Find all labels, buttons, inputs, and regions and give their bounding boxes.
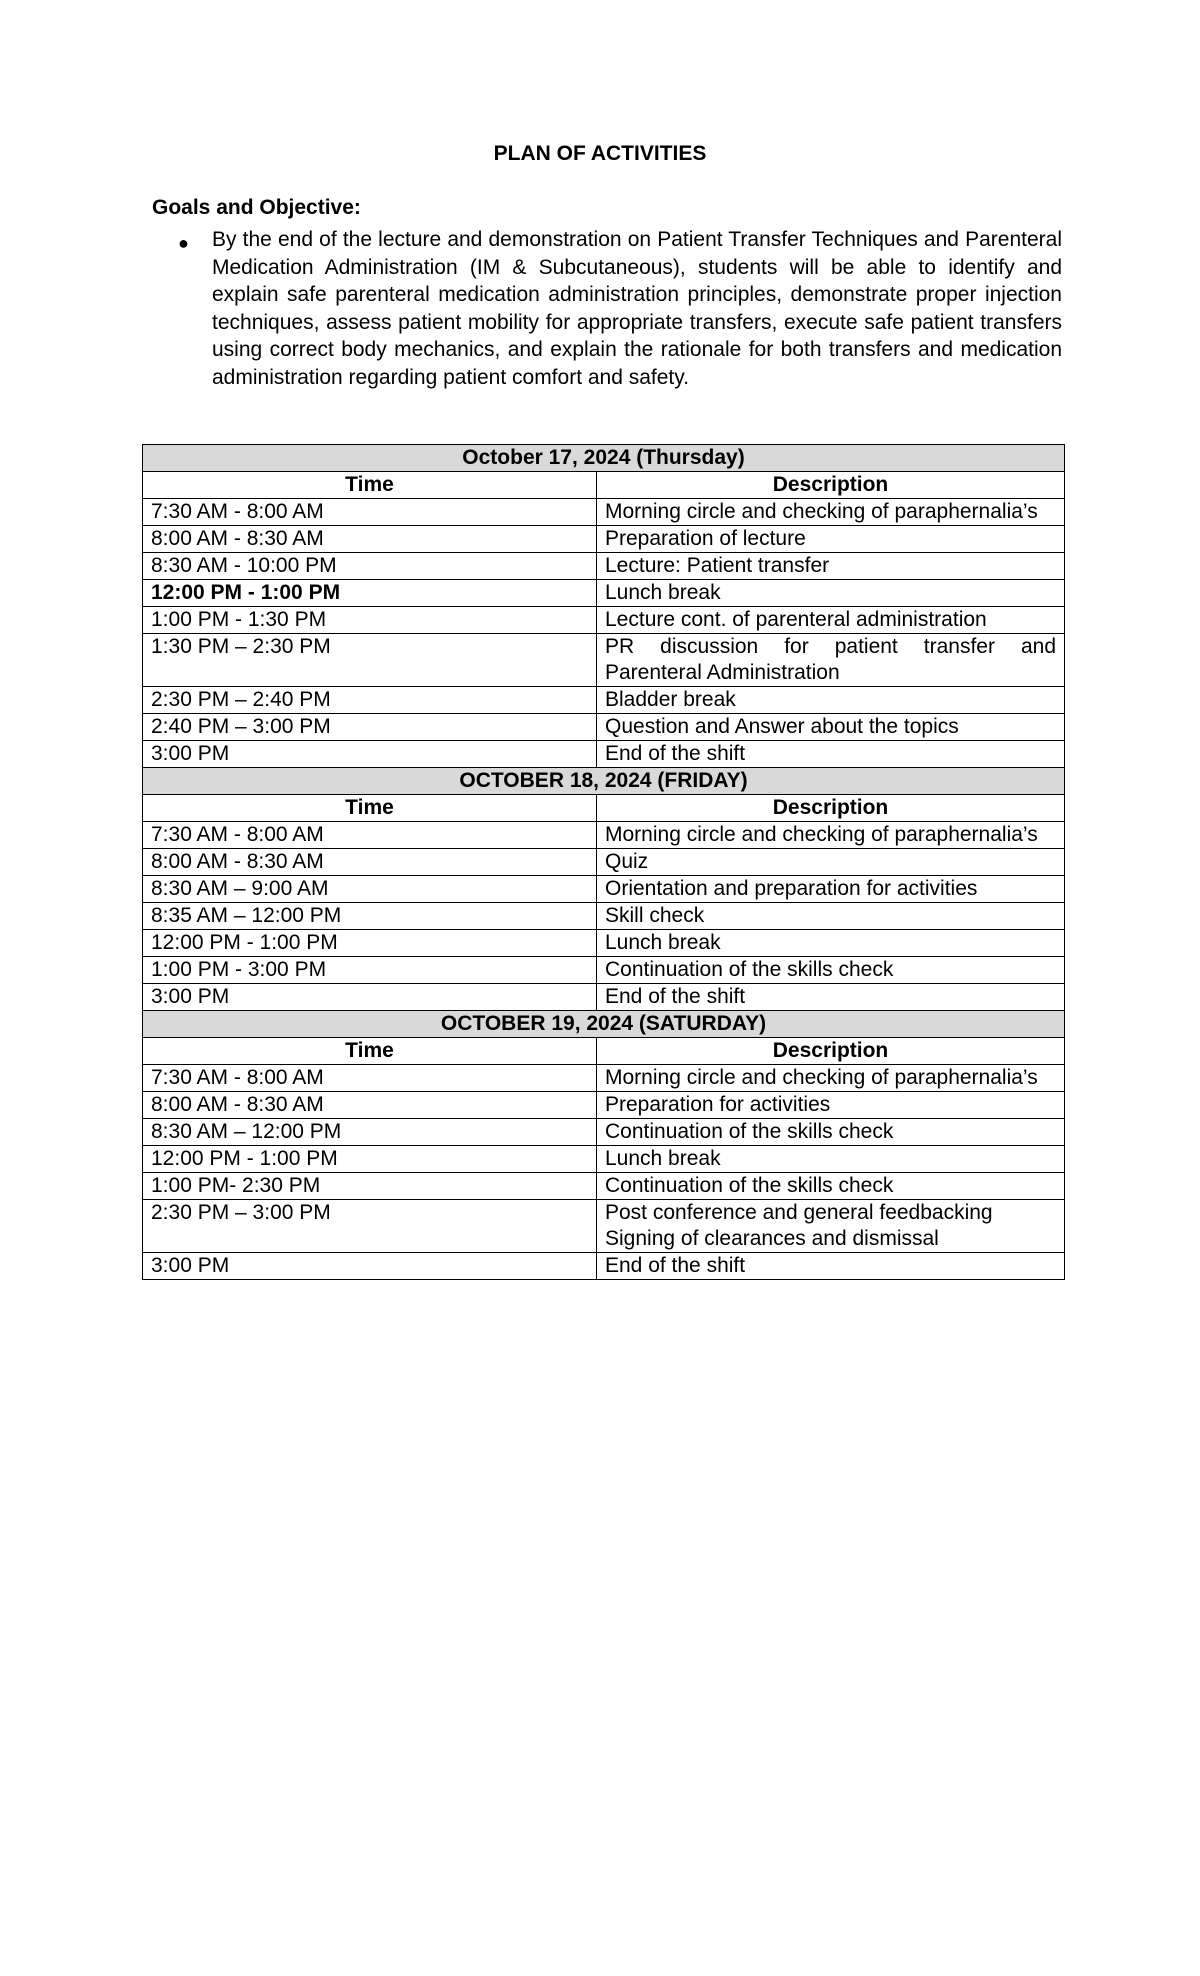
- description-cell: Lunch break: [597, 580, 1065, 607]
- description-header: Description: [597, 795, 1065, 822]
- description-cell: Morning circle and checking of paraphernalia’s: [597, 499, 1065, 526]
- time-cell: 1:00 PM- 2:30 PM: [143, 1173, 597, 1200]
- description-cell: Preparation of lecture: [597, 526, 1065, 553]
- table-row: [143, 1146, 1065, 1173]
- time-cell: 2:30 PM – 3:00 PM: [143, 1200, 597, 1253]
- description-cell: Skill check: [597, 903, 1065, 930]
- description-line: Signing of clearances and dismissal: [605, 1227, 939, 1250]
- description-header: Description: [597, 472, 1065, 499]
- column-header-row: [143, 795, 1065, 822]
- table-row: [143, 553, 1065, 580]
- time-cell: 7:30 AM - 8:00 AM: [143, 1065, 597, 1092]
- column-header-row: [143, 472, 1065, 499]
- time-header: Time: [143, 472, 597, 499]
- description-cell: Lunch break: [597, 1146, 1065, 1173]
- table-row: [143, 526, 1065, 553]
- table-row: [143, 876, 1065, 903]
- time-cell: 3:00 PM: [143, 1253, 597, 1280]
- time-cell: 12:00 PM - 1:00 PM: [143, 1146, 597, 1173]
- description-line: Post conference and general feedbacking: [605, 1201, 993, 1224]
- table-row: [143, 1092, 1065, 1119]
- time-cell: 8:35 AM – 12:00 PM: [143, 903, 597, 930]
- time-cell: 8:30 AM – 12:00 PM: [143, 1119, 597, 1146]
- table-row: [143, 1253, 1065, 1280]
- table-row: [143, 957, 1065, 984]
- table-row: [143, 822, 1065, 849]
- table-row: [143, 714, 1065, 741]
- description-cell: Question and Answer about the topics: [597, 714, 1065, 741]
- description-cell: Orientation and preparation for activities: [597, 876, 1065, 903]
- description-cell: Lecture: Patient transfer: [597, 553, 1065, 580]
- time-cell: 2:30 PM – 2:40 PM: [143, 687, 597, 714]
- description-cell: Preparation for activities: [597, 1092, 1065, 1119]
- table-row: [143, 580, 1065, 607]
- time-cell: 12:00 PM - 1:00 PM: [143, 930, 597, 957]
- day-header-row: [143, 1011, 1065, 1038]
- time-cell: 1:30 PM – 2:30 PM: [143, 634, 597, 687]
- description-cell: Morning circle and checking of paraphernalia’s: [597, 1065, 1065, 1092]
- page-title: PLAN OF ACTIVITIES: [493, 142, 707, 165]
- table-row: [143, 1065, 1065, 1092]
- table-row: [143, 903, 1065, 930]
- time-cell: 12:00 PM - 1:00 PM: [143, 580, 597, 607]
- description-cell: PR discussion for patient transfer and Parenteral Administration: [597, 634, 1065, 687]
- description-cell: Quiz: [597, 849, 1065, 876]
- day-title: October 17, 2024 (Thursday): [143, 445, 1065, 472]
- table-row: [143, 849, 1065, 876]
- time-cell: 8:00 AM - 8:30 AM: [143, 526, 597, 553]
- goals-text: By the end of the lecture and demonstration on Patient Transfer Techniques and Parenteral Medication Administration (IM & Subcutaneous), students will be able to identify and explain safe parenteral medication administration principles, demonstrate proper injection techniques, assess patient mobility for appropriate transfers, execute safe patient transfers using correct body mechanics, and explain the rationale for both transfers and medication administration regarding patient comfort and safety.: [212, 228, 1062, 389]
- table-row: [143, 634, 1065, 687]
- description-cell: Lunch break: [597, 930, 1065, 957]
- time-cell: 8:30 AM – 9:00 AM: [143, 876, 597, 903]
- time-header: Time: [143, 1038, 597, 1065]
- table-row: [143, 1200, 1065, 1253]
- table-row: [143, 499, 1065, 526]
- time-cell: 1:00 PM - 1:30 PM: [143, 607, 597, 634]
- table-row: [143, 607, 1065, 634]
- time-cell: 8:00 AM - 8:30 AM: [143, 849, 597, 876]
- table-row: [143, 930, 1065, 957]
- description-cell: Continuation of the skills check: [597, 957, 1065, 984]
- schedule-table: [142, 444, 1065, 1280]
- description-cell: Continuation of the skills check: [597, 1173, 1065, 1200]
- description-cell: Morning circle and checking of paraphernalia’s: [597, 822, 1065, 849]
- table-row: [143, 741, 1065, 768]
- description-cell: Bladder break: [597, 687, 1065, 714]
- column-header-row: [143, 1038, 1065, 1065]
- description-cell: Continuation of the skills check: [597, 1119, 1065, 1146]
- table-row: [143, 687, 1065, 714]
- time-cell: 7:30 AM - 8:00 AM: [143, 822, 597, 849]
- goals-heading: Goals and Objective:: [152, 196, 361, 219]
- time-cell: 8:30 AM - 10:00 PM: [143, 553, 597, 580]
- day-header-row: [143, 768, 1065, 795]
- description-cell: [597, 1200, 1065, 1253]
- description-cell: Lecture cont. of parenteral administration: [597, 607, 1065, 634]
- table-row: [143, 1119, 1065, 1146]
- time-cell: 7:30 AM - 8:00 AM: [143, 499, 597, 526]
- table-row: [143, 984, 1065, 1011]
- description-cell: End of the shift: [597, 984, 1065, 1011]
- day-header-row: [143, 445, 1065, 472]
- day-title: OCTOBER 18, 2024 (FRIDAY): [143, 768, 1065, 795]
- description-cell: End of the shift: [597, 1253, 1065, 1280]
- time-cell: 1:00 PM - 3:00 PM: [143, 957, 597, 984]
- bullet-icon: ●: [178, 233, 189, 253]
- time-cell: 3:00 PM: [143, 741, 597, 768]
- time-cell: 2:40 PM – 3:00 PM: [143, 714, 597, 741]
- day-title: OCTOBER 19, 2024 (SATURDAY): [143, 1011, 1065, 1038]
- description-header: Description: [597, 1038, 1065, 1065]
- table-row: [143, 1173, 1065, 1200]
- description-cell: End of the shift: [597, 741, 1065, 768]
- time-cell: 8:00 AM - 8:30 AM: [143, 1092, 597, 1119]
- time-header: Time: [143, 795, 597, 822]
- time-cell: 3:00 PM: [143, 984, 597, 1011]
